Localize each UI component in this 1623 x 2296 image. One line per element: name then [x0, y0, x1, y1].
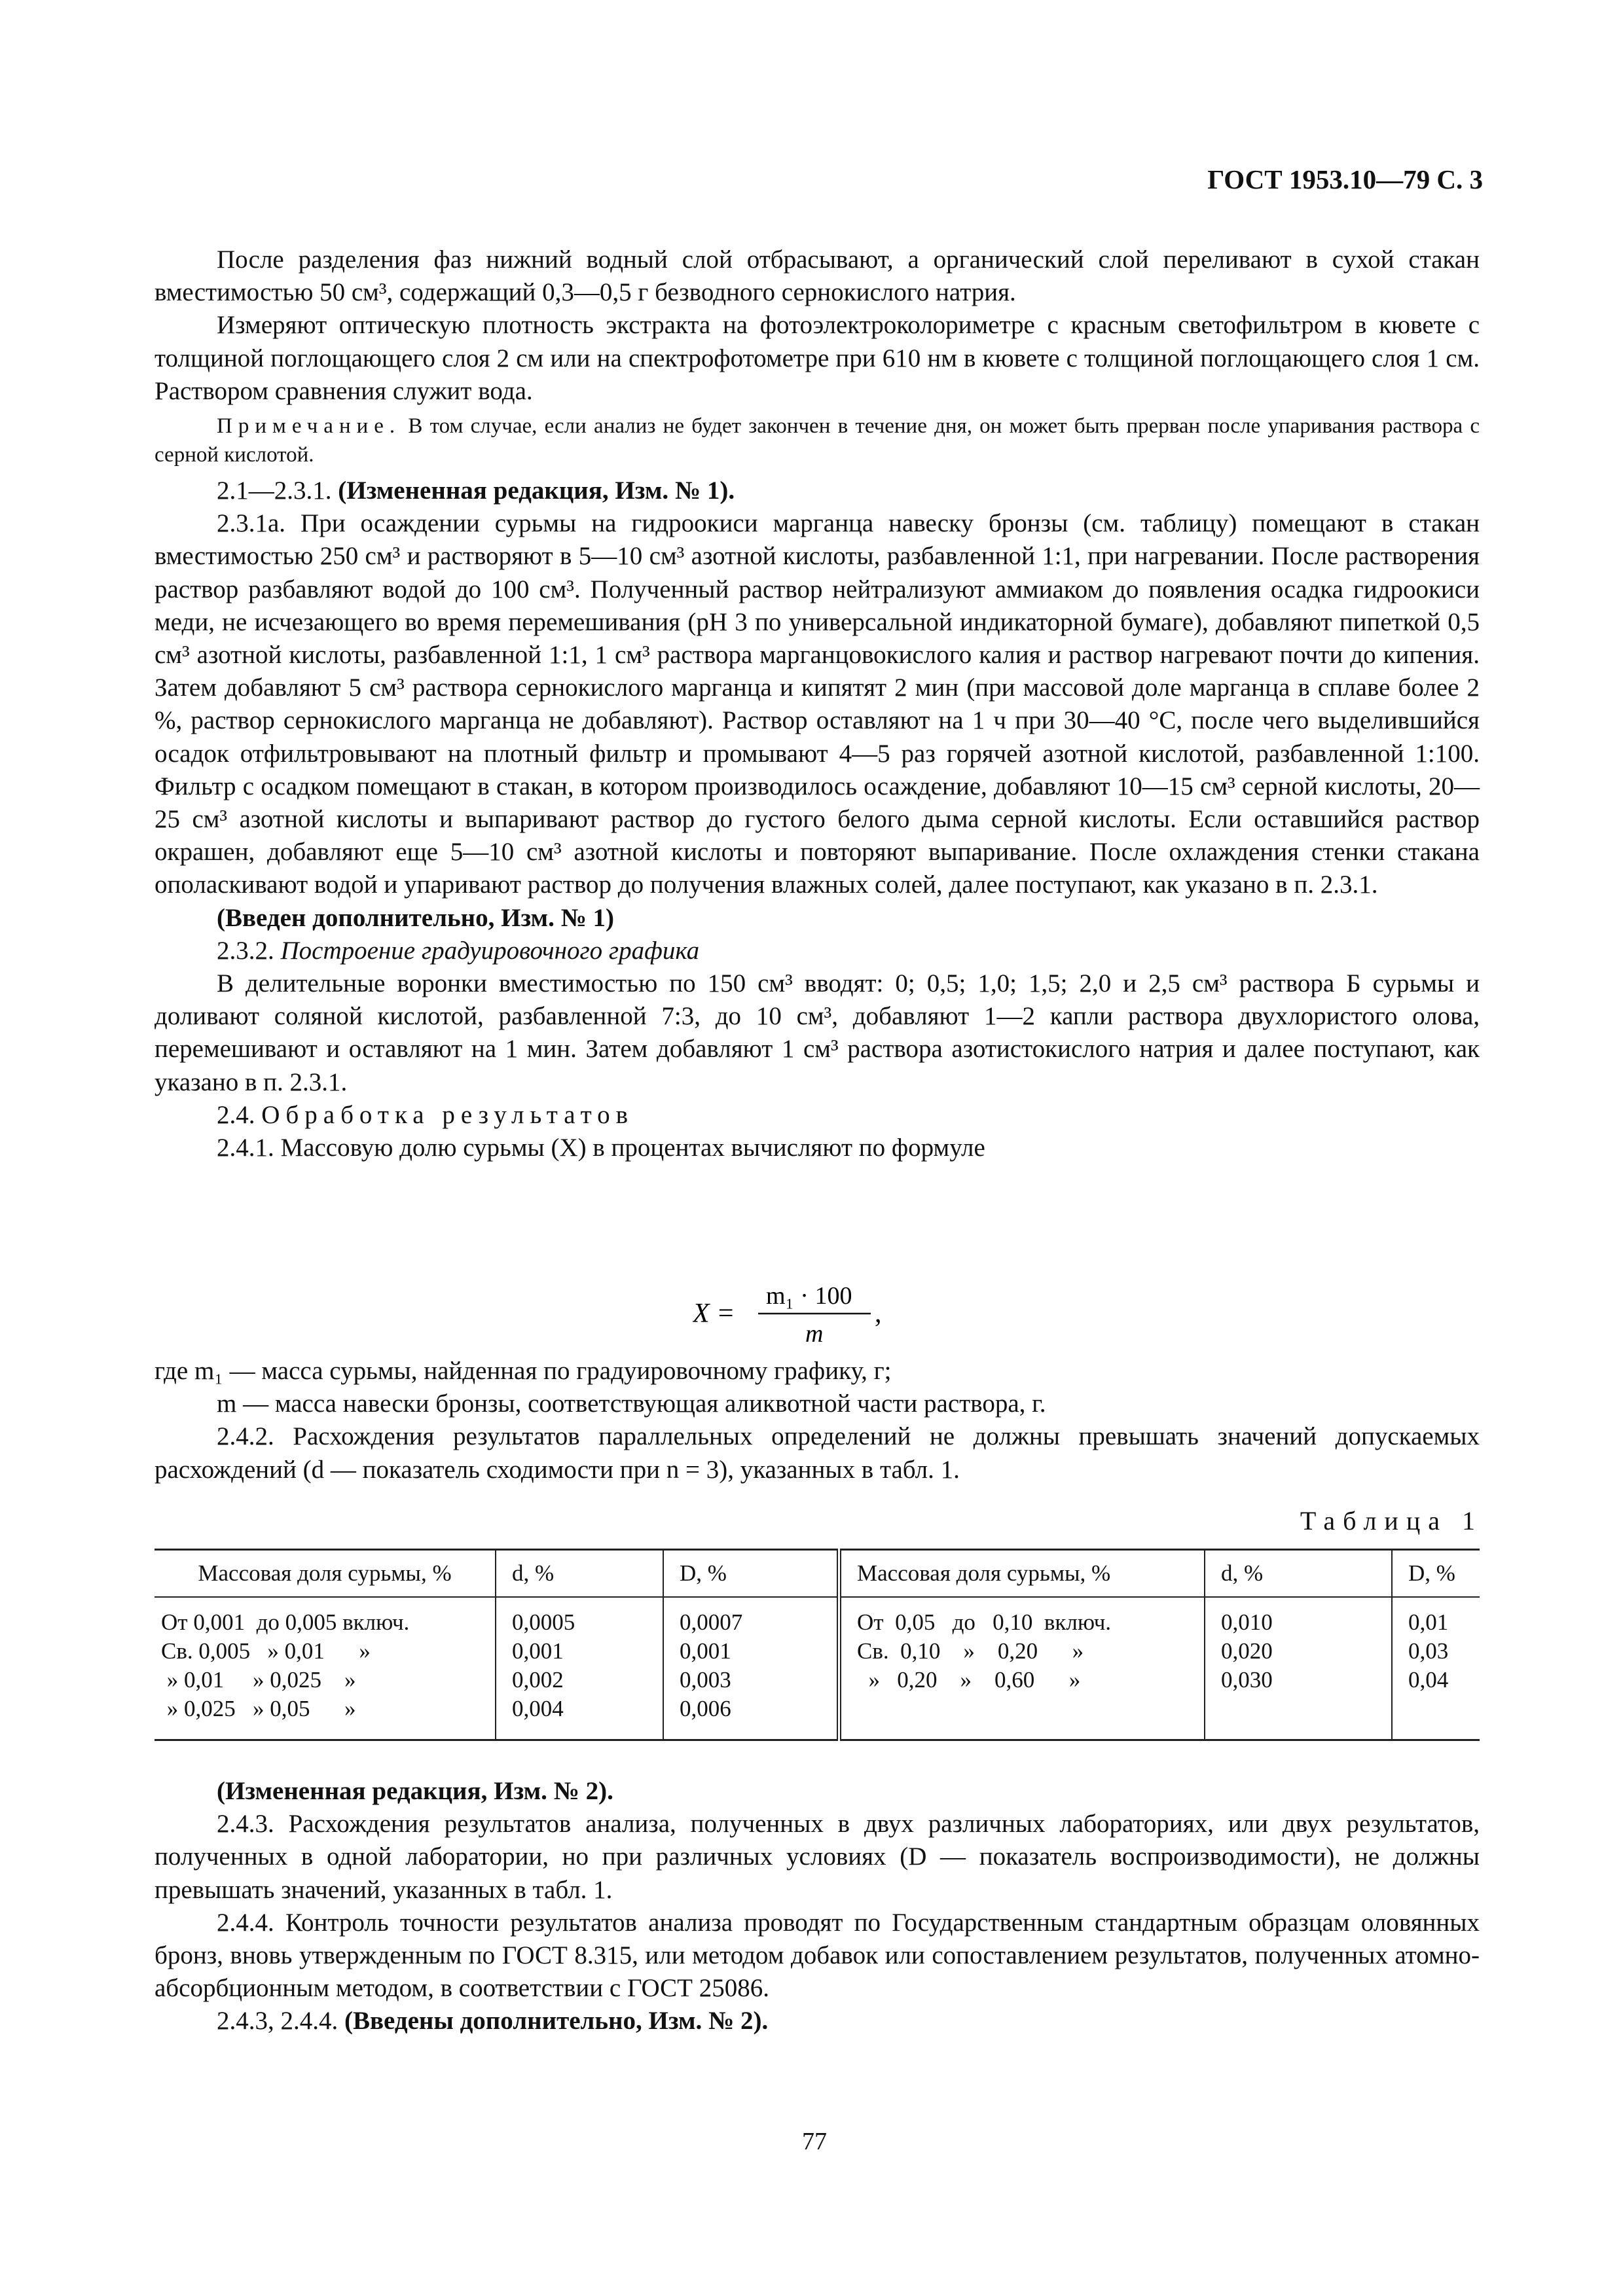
table-row — [155, 1597, 1480, 1740]
paragraph-2-4-2: 2.4.2. Расхождения результатов параллельных определений не должны превышать значений допускаемых расхождений (d — показатель сходимости при n = 3), указанных в табл. 1. — [155, 1422, 1480, 1484]
col-header-d-left: d, % — [496, 1550, 663, 1598]
page-header: ГОСТ 1953.10—79 С. 3 — [1207, 164, 1483, 194]
note — [155, 412, 1480, 469]
amendment-text: (Введены дополнительно, Изм. № 2). — [344, 2007, 769, 2036]
amendment-ref: 2.1—2.3.1. — [217, 476, 338, 505]
formula — [693, 1278, 889, 1350]
body-text — [155, 243, 1480, 1164]
section-number: 2.4. — [217, 1100, 262, 1129]
section-title: Построение градуировочного графика — [280, 936, 700, 965]
amendment-ref: 2.4.3, 2.4.4. — [217, 2007, 344, 2036]
cell-line: 0,020 — [1221, 1638, 1273, 1664]
cell-line: 0,010 — [1221, 1609, 1273, 1635]
cell-line: 0,002 — [512, 1667, 564, 1693]
cell-line: Св. 0,005 » 0,01 » — [161, 1638, 371, 1664]
cell-line: 0,004 — [512, 1696, 564, 1721]
formula-lhs: X = — [693, 1299, 735, 1329]
cell-line: От 0,001 до 0,005 включ. — [161, 1609, 410, 1635]
note-label: Примечание. — [217, 414, 401, 439]
cell-d-right — [1205, 1597, 1392, 1740]
cell-d-left — [496, 1597, 663, 1740]
paragraph-2-4-1: 2.4.1. Массовую долю сурьмы (X) в процентах вычисляют по формуле — [217, 1134, 985, 1162]
cell-line: Св. 0,10 » 0,20 » — [857, 1638, 1084, 1664]
section-title: Обработка результатов — [261, 1100, 634, 1129]
cell-line: » 0,025 » 0,05 » — [161, 1696, 356, 1721]
cell-line: » 0,01 » 0,025 » — [161, 1667, 356, 1693]
where-m1: где m₁ — масса сурьмы, найденная по градуировочному графику, г; — [155, 1357, 892, 1385]
formula-numerator: m₁ · 100 — [766, 1282, 852, 1310]
amendment-text: (Измененная редакция, Изм. № 1). — [338, 476, 735, 505]
section-2-4-heading — [155, 1099, 1480, 1132]
cell-line: 0,001 — [680, 1638, 731, 1664]
amendment-1 — [155, 475, 1480, 507]
paragraph-2-3-1a: 2.3.1а. При осаждении сурьмы на гидроокиси марганца навеску бронзы (см. таблицу) помещают в стакан вместимостью 250 см³ и растворяют в 5—10 см³ азотной кислоты, разбавленной 1:1, при нагревании. После растворения раствор разбавляют водой до 100 см³. Полученный раствор нейтрализуют аммиаком до появления осадка гидроокиси меди, не исчезающего во время перемешивания (pH 3 по универсальной индикаторной бумаге), добавляют пипеткой 0,5 см³ азотной кислоты, разбавленной 1:1, 1 см³ раствора марганцовокислого калия и раствор нагревают почти до кипения. Затем добавляют 5 см³ раствора сернокислого марганца и кипятят 2 мин (при массовой доле марганца в сплаве более 2 %, раствор сернокислого марганца не добавляют). Раствор оставляют на 1 ч при 30—40 °С, после чего выделившийся осадок отфильтровывают на плотный фильтр и промывают 4—5 раз горячей азотной кислотой, разбавленной 1:100. Фильтр с осадком помещают в стакан, в котором производилось осаждение, добавляют 10—15 см³ серной кислоты, 20—25 см³ азотной кислоты и выпаривают раствор до густого белого дыма серной кислоты. Если оставшийся раствор окрашен, добавляют еще 5—10 см³ азотной кислоты и повторяют выпаривание. После охлаждения стенки стакана ополаскивают водой и упаривают раствор до получения влажных солей, далее поступают, как указано в п. 2.3.1. — [155, 509, 1480, 899]
cell-D-left — [663, 1597, 839, 1740]
col-header-fraction-right: Массовая доля сурьмы, % — [839, 1550, 1205, 1598]
cell-line: 0,01 — [1408, 1609, 1449, 1635]
cell-D-right — [1392, 1597, 1480, 1740]
cell-line: 0,003 — [680, 1667, 731, 1693]
amendment-text: (Измененная редакция, Изм. № 2). — [217, 1777, 613, 1805]
cell-line: 0,0007 — [680, 1609, 743, 1635]
amendment-3 — [155, 1775, 1480, 1808]
cell-line: 0,030 — [1221, 1667, 1273, 1693]
table-caption: Таблица 1 — [1300, 1506, 1483, 1535]
paragraph-2-4-4: 2.4.4. Контроль точности результатов анализа проводят по Государственным стандартным образцам оловянных бронз, вновь утвержденным по ГОСТ 8.315, или методом добавок или сопоставлением результатов, полученных атомно-абсорбционным методом, в соответствии с ГОСТ 25086. — [155, 1908, 1480, 2003]
col-header-fraction-left: Массовая доля сурьмы, % — [155, 1550, 496, 1598]
note-text: В том случае, если анализ не будет закончен в течение дня, он может быть прерван после упаривания раствора с серной кислотой. — [155, 414, 1480, 467]
cell-line: 0,04 — [1408, 1667, 1449, 1693]
page-number: 77 — [802, 2128, 827, 2155]
paragraph-2-4-3: 2.4.3. Расхождения результатов анализа, полученных в двух различных лабораториях, или двух результатов, полученных в одной лаборатории, но при различных условиях (D — показатель воспроизводимости), не должны превышать значений, указанных в табл. 1. — [155, 1810, 1480, 1904]
section-number: 2.3.2. — [217, 936, 281, 965]
cell-line: 0,03 — [1408, 1638, 1449, 1664]
cell-fraction-left — [155, 1597, 496, 1740]
formula-comma: , — [875, 1299, 882, 1329]
formula-legend — [155, 1355, 1480, 1486]
section-2-3-2-heading — [155, 935, 1480, 967]
cell-fraction-right — [839, 1597, 1205, 1740]
cell-line: 0,001 — [512, 1638, 564, 1664]
where-m: m — масса навески бронзы, соответствующая аликвотной части раствора, г. — [217, 1390, 1046, 1418]
amendment-2 — [155, 902, 1480, 935]
paragraph-2-3-2: В делительные воронки вместимостью по 150 см³ вводят: 0; 0,5; 1,0; 1,5; 2,0 и 2,5 см³ раствора Б сурьмы и доливают соляной кислотой, разбавленной 7:3, до 10 см³, добавляют 1—2 капли раствора двухлористого олова, перемешивают и оставляют на 1 мин. Затем добавляют 1 см³ раствора азотистокислого натрия и далее поступают, как указано в п. 2.3.1. — [155, 969, 1480, 1096]
cell-line: От 0,05 до 0,10 включ. — [857, 1609, 1112, 1635]
tolerance-table — [155, 1549, 1480, 1741]
col-header-d-right: d, % — [1205, 1550, 1392, 1598]
paragraph-phase-separation: После разделения фаз нижний водный слой отбрасывают, а органический слой переливают в сухой стакан вместимостью 50 см³, содержащий 0,3—0,5 г безводного сернокислого натрия. — [155, 245, 1480, 307]
cell-line: 0,0005 — [512, 1609, 575, 1635]
cell-line: » 0,20 » 0,60 » — [857, 1667, 1081, 1693]
table-header-row — [155, 1550, 1480, 1598]
paragraph-optical-density: Измеряют оптическую плотность экстракта на фотоэлектроколориметре с красным светофильтром в кювете с толщиной поглощающего слоя 2 см или на спектрофотометре при 610 нм в кювете с толщиной поглощающего слоя 1 см. Раствором сравнения служит вода. — [155, 311, 1480, 405]
closing-text — [155, 1775, 1480, 2038]
col-header-D-left: D, % — [663, 1550, 839, 1598]
amendment-text: (Введен дополнительно, Изм. № 1) — [217, 903, 615, 932]
cell-line: 0,006 — [680, 1696, 731, 1721]
amendment-4 — [155, 2005, 1480, 2037]
formula-denominator: m — [805, 1320, 824, 1348]
col-header-D-right: D, % — [1392, 1550, 1480, 1598]
